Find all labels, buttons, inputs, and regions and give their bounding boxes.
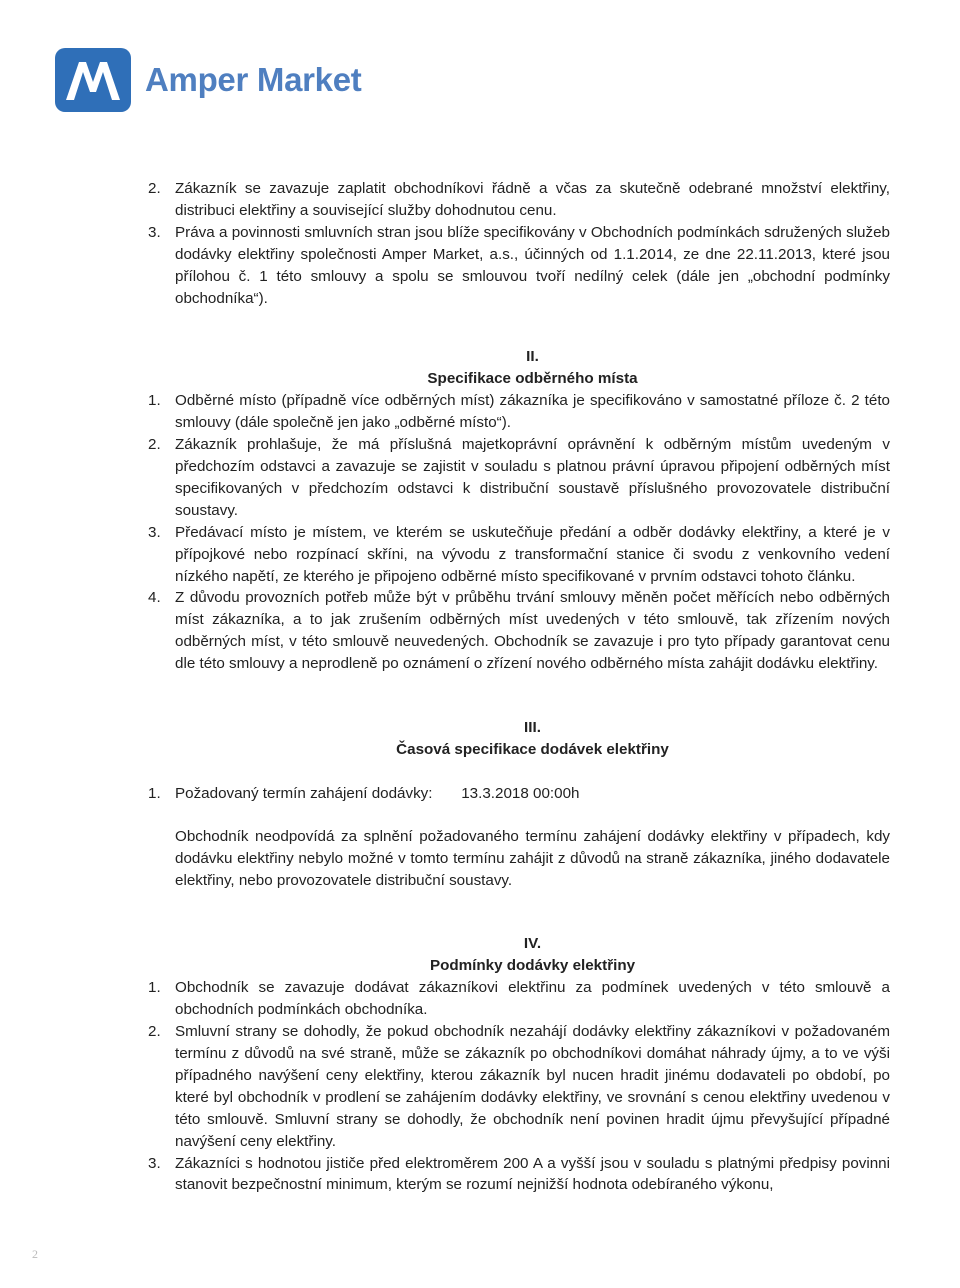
item-text: Předávací místo je místem, ve kterém se uskutečňuje předání a odběr dodávky elektřiny, a které je v přípojkové nebo rozpínací skříni, na vývodu z transformační stanice či svodu z venkovního vedení nízkého napětí, ze kterého je připojeno odběrné místo specifikované v prvním odstavci tohoto článku. bbox=[175, 523, 890, 585]
item-number: 3. bbox=[148, 1154, 161, 1172]
list-item bbox=[148, 390, 890, 434]
start-date-label: Požadovaný termín zahájení dodávky: bbox=[175, 784, 433, 802]
document-body bbox=[148, 178, 890, 1196]
item-number: 2. bbox=[148, 436, 161, 454]
list-item bbox=[148, 222, 890, 310]
item-text: Smluvní strany se dohodly, že pokud obchodník nezahájí dodávky elektřiny zákazníkovi v požadovaném termínu z důvodů na své straně, může se zákazník po obchodníkovi domáhat náhrady újmy, a to ve výši případného navýšení ceny elektřiny, kterou zákazník byl nucen hradit jinému dodavateli po období, po které byl obchodník v prodlení se zahájením dodávky elektřiny, ve srovnání s cenou elektřiny uvedenou v této smlouvě. Smluvní strany se dohodly, že obchodník není povinen hradit újmu převyšující případné navýšení ceny elektřiny. bbox=[175, 1023, 890, 1150]
item-text: Obchodník se zavazuje dodávat zákazníkovi elektřinu za podmínek uvedených v této smlouvě a obchodních podmínkách obchodníka. bbox=[175, 979, 890, 1019]
section-number: IV. bbox=[523, 935, 542, 953]
section-3 bbox=[148, 717, 890, 891]
item-text: Odběrné místo (případně více odběrných míst) zákazníka je specifikováno v samostatné příloze č. 2 této smlouvy (dále společně jen jako „odběrné místo“). bbox=[175, 392, 890, 432]
section-4 bbox=[148, 933, 890, 1196]
list-item bbox=[148, 1153, 890, 1197]
item-number: 1. bbox=[148, 392, 161, 410]
item-number: 1. bbox=[148, 979, 161, 997]
start-date-note: Obchodník neodpovídá za splnění požadovaného termínu zahájení dodávky elektřiny v případech, kdy dodávku elektřiny nebylo možné v tomto termínu zahájit z důvodů na straně zákazníka, jiného dodavatele elektřiny, nebo provozovatele distribuční soustavy. bbox=[175, 827, 890, 889]
list-item bbox=[148, 522, 890, 588]
item-number: 2. bbox=[148, 1023, 161, 1041]
section-title: Časová specifikace dodávek elektřiny bbox=[396, 740, 669, 758]
item-text: Práva a povinnosti smluvních stran jsou blíže specifikovány v Obchodních podmínkách sdružených služeb dodávky elektřiny společnosti Amper Market, a.s., účinných od 1.1.2014, ze dne 22.11.2013, které jsou přílohou č. 1 této smlouvy a spolu se smlouvou tvoří nedílný celek (dále jen „obchodní podmínky obchodníka“). bbox=[175, 223, 890, 307]
item-text: Zákazník prohlašuje, že má příslušná majetkoprávní oprávnění k odběrným místům uvedeným v předchozím odstavci a zavazuje se zajistit v souladu s platnou právní úpravou připojení odběrných míst specifikovaných v předchozím odstavci k distribuční soustavě příslušného provozovatele distribuční soustavy. bbox=[175, 436, 890, 519]
company-logo bbox=[55, 48, 361, 112]
section-number: II. bbox=[526, 348, 539, 366]
start-date-value: 13.3.2018 00:00h bbox=[461, 784, 580, 802]
item-number: 4. bbox=[148, 589, 161, 607]
list-item bbox=[148, 587, 890, 675]
amper-market-logo-icon bbox=[55, 48, 131, 112]
item-text: Zákazníci s hodnotou jističe před elektroměrem 200 A a vyšší jsou v souladu s platnými předpisy povinni stanovit bezpečnostní minimum, kterým se rozumí nejnižší hodnota odebíraného výkonu, bbox=[175, 1154, 890, 1194]
list-item bbox=[148, 178, 890, 222]
item-text: Zákazník se zavazuje zaplatit obchodníkovi řádně a včas za skutečně odebrané množství elektřiny, distribuci elektřiny a související služby dohodnutou cenu. bbox=[175, 180, 890, 219]
item-number: 3. bbox=[148, 223, 161, 241]
item-number: 2. bbox=[148, 180, 161, 197]
section-2 bbox=[148, 346, 890, 675]
section-number: III. bbox=[524, 719, 541, 737]
start-date-item bbox=[148, 783, 890, 805]
section-title: Podmínky dodávky elektřiny bbox=[429, 957, 636, 975]
list-item bbox=[148, 434, 890, 522]
page-number: 2 bbox=[32, 1247, 38, 1261]
brand-name: Amper Market bbox=[145, 61, 362, 98]
item-number: 3. bbox=[148, 523, 161, 541]
section-title: Specifikace odběrného místa bbox=[427, 370, 638, 388]
item-number: 1. bbox=[148, 784, 161, 802]
section-1-continuation bbox=[148, 178, 890, 309]
list-item bbox=[148, 1021, 890, 1152]
item-text: Z důvodu provozních potřeb může být v průběhu trvání smlouvy měněn počet měřících nebo odběrných míst zákazníka, a to jak zrušením odběrných míst uvedených v této smlouvě, tak zřízením nových odběrných míst, v této smlouvě neuvedených. Obchodník se zavazuje i pro tyto případy garantovat cenu dle této smlouvy a neprodleně po oznámení o zřízení nového odběrného místa zahájit dodávku elektřiny. bbox=[175, 589, 890, 673]
list-item bbox=[148, 977, 890, 1021]
